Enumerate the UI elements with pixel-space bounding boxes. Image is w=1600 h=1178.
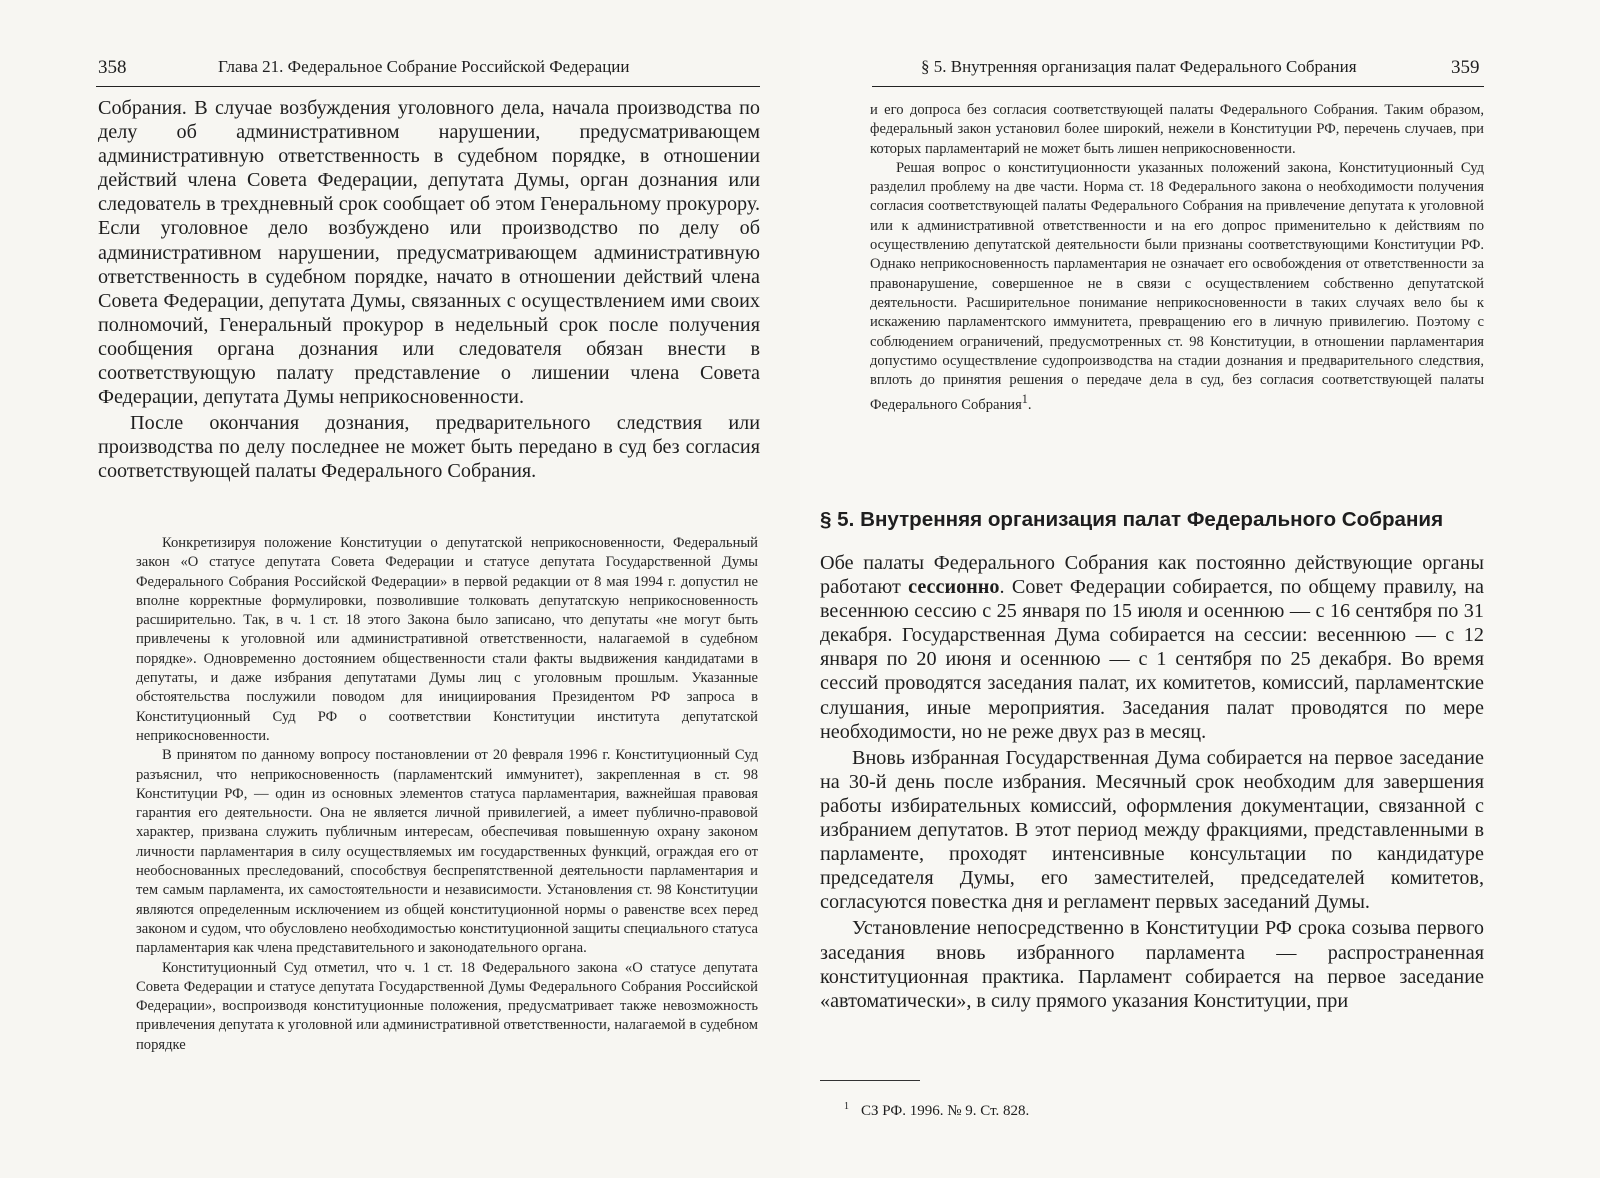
section-heading: § 5. Внутренняя организация палат Федерального Собрания	[820, 508, 1444, 531]
paragraph: Вновь избранная Государственная Дума собирается на первое заседание на 30-й день после избрания. Месячный срок необходим для завершения работы избирательных комиссий, оформления документации, связанной с избранием депутатов. В этот период между фракциями, представленными в парламенте, проходят интенсивные консультации по кандидатуре председателя Думы, его заместителей, председателей комитетов, согласуются повестка дня и регламент первых заседаний Думы.	[820, 746, 1484, 914]
running-head: Глава 21. Федеральное Собрание Российской Федерации	[218, 57, 630, 76]
paragraph: В принятом по данному вопросу постановлении от 20 февраля 1996 г. Конституционный Суд разъяснил, что неприкосновенность (парламентский иммунитет), закрепленная в ст. 98 Конституции РФ, — один из основных элементов статуса парламентария, важнейшая правовая гарантия его деятельности. Она не является личной привилегией, а имеет публично-правовой характер, призвана служить публичным интересам, обеспечивая повышенную охрану законом личности парламентария в силу осуществляемых им государственных функций, ограждая его от необоснованных преследований, способствуя беспрепятственной деятельности парламентария и тем самым парламента, их самостоятельности и независимости. Установления ст. 98 Конституции являются определенным исключением из общей конституционной нормы о равенстве всех перед законом и судом, что обусловлено необходимостью конституционной защиты специального статуса парламентария как члена представительного и законодательного органа.	[136, 747, 758, 957]
paragraph-text: Решая вопрос о конституционности указанных положений закона, Конституционный Суд разделил проблему на две части. Норма ст. 18 Федерального закона о необходимости получения согласия соответствующей палаты Федерального Собрания на привлечение депутата к уголовной или к административной ответственности и на его допрос применительно к действиям по осуществлению депутатской деятельности были признаны соответствующими Конституции РФ. Однако неприкосновенность парламентария не означает его освобождения от ответственности за правонарушение, совершенное не в связи с осуществлением собственно депутатской деятельности. Расширительное понимание неприкосновенности в таких случаях вело бы к искажению парламентского иммунитета, превращению его в личную привилегию. Поэтому с соблюдением ограничений, предусмотренных ст. 98 Конституции, в отношении парламентария допустимо осуществление судопроизводства на стадии дознания и предварительного следствия, вплоть до принятия решения о передаче дела в суд, без согласия соответствующей палаты Федерального Собрания	[870, 159, 1484, 414]
page-number: 358	[98, 57, 127, 78]
paragraph: Обе палаты Федерального Собрания как постоянно действующие органы работают сессионно. Совет Федерации собирается, по общему правилу, на весеннюю сессию с 25 января по 15 июля и осеннюю — с 16 сентября по 31 декабря. Государственная Дума собирается на сессии: весеннюю — с 12 января по 20 июня и осеннюю — с 1 сентября по 25 декабря. Во время сессий проводятся заседания палат, их комитетов, комиссий, парламентские слушания, иные мероприятия. Заседания палат проводятся по мере необходимости, но не реже двух раз в месяц.	[820, 552, 1484, 743]
footnote-text: СЗ РФ. 1996. № 9. Ст. 828.	[861, 1103, 1030, 1119]
small-print-commentary	[870, 101, 1484, 416]
paragraph: Конкретизируя положение Конституции о депутатской неприкосновенности, Федеральный закон «О статусе депутата Совета Федерации и статусе депутата Государственной Думы Федерального Собрания Российской Федерации» в первой редакции от 8 мая 1994 г. допустил не вполне корректные формулировки, позволившие толковать депутатскую неприкосновенность расширительно. Так, в ч. 1 ст. 18 этого Закона было записано, что депутаты «не могут быть привлечены к уголовной или административной ответственности, налагаемой в судебном порядке». Одновременно достоянием общественности стали факты выдвижения кандидатами в депутаты, и даже избрания депутатами Думы лиц с уголовным прошлым. Указанные обстоятельства послужили поводом для инициирования Президентом РФ запроса в Конституционный Суд РФ о соответствии Конституции института депутатской неприкосновенности.	[136, 535, 758, 744]
footnote-marker: 1	[844, 1101, 849, 1112]
main-text	[98, 96, 760, 484]
paragraph: Установление непосредственно в Конституции РФ срока созыва первого заседания вновь избранного парламента — распространенная конституционная практика. Парламент собирается на первое заседание «автоматически», в силу прямого указания Конституции, при	[820, 917, 1484, 1012]
header-rule	[96, 86, 760, 87]
small-print-commentary	[136, 534, 758, 1055]
paragraph: и его допроса без согласия соответствующей палаты Федерального Собрания. Таким образом, федеральный закон установил более широкий, нежели в Конституции РФ, перечень случаев, при которых парламентарий не может быть лишен неприкосновенности.	[870, 102, 1484, 157]
footnote-rule	[820, 1080, 920, 1081]
footnote-ref: 1	[1021, 392, 1028, 407]
paragraph: Собрания. В случае возбуждения уголовного дела, начала производства по делу об административном нарушении, предусматривающем административную ответственность в судебном порядке, в отношении действий члена Совета Федерации, депутата Думы, орган дознания или следователь в трехдневный срок сообщает об этом Генеральному прокурору. Если уголовное дело возбуждено или производство по делу об административном нарушении, предусматривающем административную ответственность в судебном порядке, начато в отношении действий члена Совета Федерации, депутата Думы, связанных с осуществлением ими своих полномочий, Генеральный прокурор в недельный срок после получения сообщения органа дознания или следователя обязан внести в соответствующую палату представление о лишении члена Совета Федерации, депутата Думы неприкосновенности.	[98, 97, 760, 409]
bold-term: сессионно	[908, 576, 1000, 599]
page-number: 359	[1451, 57, 1480, 78]
right-page	[800, 0, 1600, 1178]
main-text	[820, 551, 1484, 1013]
paragraph: Конституционный Суд отметил, что ч. 1 ст. 18 Федерального закона «О статусе депутата Совета Федерации и статусе депутата Государственной Думы Федерального Собрания Российской Федерации», воспроизводя конституционные положения, предусматривает также невозможность привлечения депутата к уголовной или административной ответственности, налагаемой в судебном порядке	[136, 959, 758, 1053]
running-head: § 5. Внутренняя организация палат Федерального Собрания	[921, 57, 1357, 76]
footnote	[844, 1101, 1029, 1120]
paragraph: После окончания дознания, предварительного следствия или производства по делу последнее не может быть передано в суд без согласия соответствующей палаты Федерального Собрания.	[98, 412, 760, 483]
header-rule	[872, 86, 1484, 87]
paragraph: Решая вопрос о конституционности указанных положений закона, Конституционный Суд разделил проблему на две части. Норма ст. 18 Федерального закона о необходимости получения согласия соответствующей палаты Федерального Собрания на привлечение депутата к уголовной или к административной ответственности и на его допрос применительно к действиям по осуществлению депутатской деятельности были признаны соответствующими Конституции РФ. Однако неприкосновенность парламентария не означает его освобождения от ответственности за правонарушение, совершенное не в связи с осуществлением собственно депутатской деятельности. Расширительное понимание неприкосновенности в таких случаях вело бы к искажению парламентского иммунитета, превращению его в личную привилегию. Поэтому с соблюдением ограничений, предусмотренных ст. 98 Конституции, в отношении парламентария допустимо осуществление судопроизводства на стадии дознания и предварительного следствия, вплоть до принятия решения о передаче дела в суд, без согласия соответствующей палаты Федерального Собрания$^1$.	[870, 159, 1484, 414]
